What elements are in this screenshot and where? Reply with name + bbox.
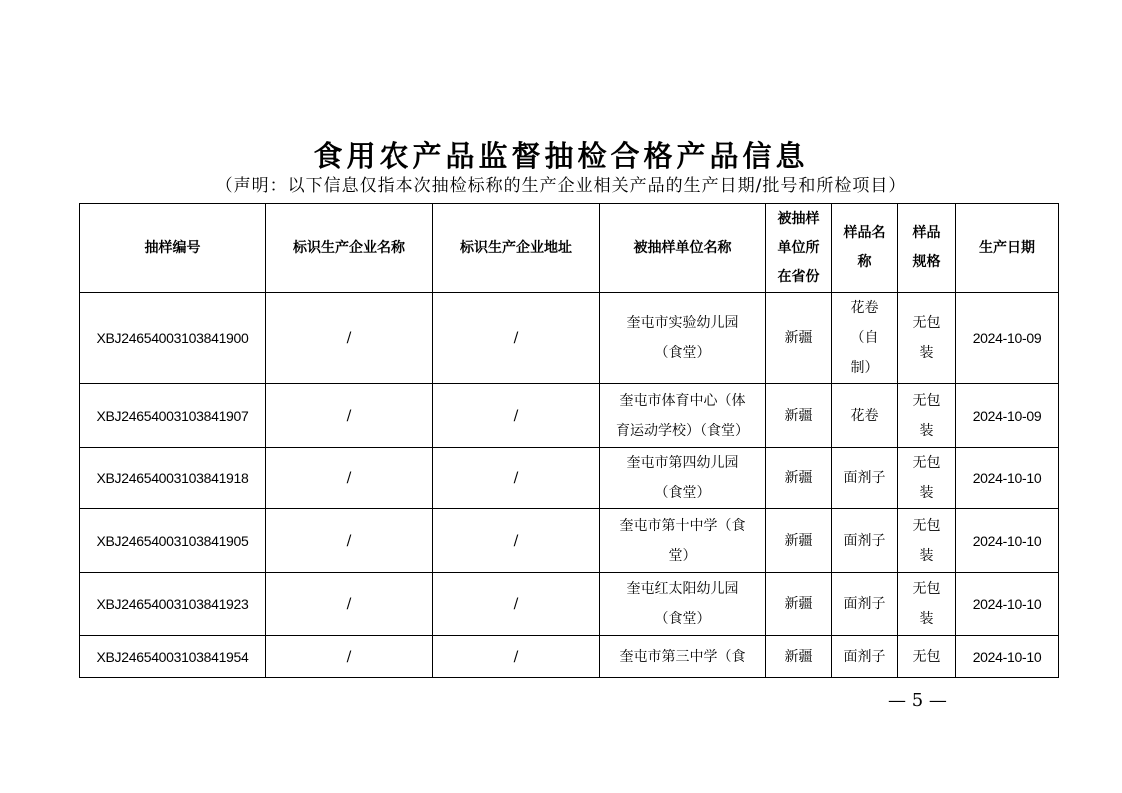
cell-province: 新疆: [766, 293, 832, 384]
cell-sampled-unit: 奎屯市体育中心（体 育运动学校）（食堂）: [600, 384, 766, 448]
cell-producer-name: /: [266, 509, 433, 573]
cell-spec: 无包 装: [898, 293, 956, 384]
table-body: [80, 293, 1059, 678]
cell-spec: 无包 装: [898, 448, 956, 509]
cell-sample-code: XBJ24654003103841907: [80, 384, 266, 448]
header-sample-code: 抽样编号: [80, 204, 266, 293]
cell-sampled-unit: 奎屯红太阳幼儿园 （食堂）: [600, 573, 766, 636]
cell-sample-name: 面剂子: [832, 509, 898, 573]
cell-sampled-unit: 奎屯市实验幼儿园 （食堂）: [600, 293, 766, 384]
cell-sample-name: 花卷: [832, 384, 898, 448]
cell-production-date: 2024-10-10: [956, 636, 1059, 678]
cell-province: 新疆: [766, 573, 832, 636]
cell-producer-name: /: [266, 636, 433, 678]
cell-sampled-unit: 奎屯市第十中学（食 堂）: [600, 509, 766, 573]
cell-province: 新疆: [766, 636, 832, 678]
document-title: 食用农产品监督抽检合格产品信息: [313, 139, 809, 173]
document-subtitle: （声明：以下信息仅指本次抽检标称的生产企业相关产品的生产日期/批号和所检项目）: [215, 176, 907, 196]
cell-sample-name: 花卷 （自 制）: [832, 293, 898, 384]
table-row: [80, 573, 1059, 636]
header-producer-name: 标识生产企业名称: [266, 204, 433, 293]
table-row: [80, 636, 1059, 678]
cell-sample-name: 面剂子: [832, 573, 898, 636]
cell-spec: 无包: [898, 636, 956, 678]
cell-producer-address: /: [433, 636, 600, 678]
cell-sample-code: XBJ24654003103841900: [80, 293, 266, 384]
cell-producer-address: /: [433, 509, 600, 573]
cell-producer-name: /: [266, 448, 433, 509]
cell-producer-address: /: [433, 448, 600, 509]
cell-production-date: 2024-10-10: [956, 509, 1059, 573]
cell-producer-address: /: [433, 293, 600, 384]
cell-sample-code: XBJ24654003103841923: [80, 573, 266, 636]
cell-sample-code: XBJ24654003103841905: [80, 509, 266, 573]
table-row: [80, 448, 1059, 509]
header-production-date: 生产日期: [956, 204, 1059, 293]
header-spec: 样品 规格: [898, 204, 956, 293]
inspection-table: [79, 203, 1059, 678]
cell-spec: 无包 装: [898, 509, 956, 573]
cell-sample-code: XBJ24654003103841918: [80, 448, 266, 509]
cell-province: 新疆: [766, 448, 832, 509]
cell-sample-name: 面剂子: [832, 448, 898, 509]
cell-sampled-unit: 奎屯市第四幼儿园 （食堂）: [600, 448, 766, 509]
cell-sample-name: 面剂子: [832, 636, 898, 678]
cell-spec: 无包 装: [898, 384, 956, 448]
cell-sample-code: XBJ24654003103841954: [80, 636, 266, 678]
header-producer-address: 标识生产企业地址: [433, 204, 600, 293]
page-number: — 5 —: [888, 690, 947, 711]
cell-producer-address: /: [433, 573, 600, 636]
table-row: [80, 509, 1059, 573]
cell-production-date: 2024-10-09: [956, 293, 1059, 384]
cell-province: 新疆: [766, 509, 832, 573]
header-province: 被抽样 单位所 在省份: [766, 204, 832, 293]
cell-production-date: 2024-10-10: [956, 448, 1059, 509]
cell-producer-name: /: [266, 293, 433, 384]
cell-province: 新疆: [766, 384, 832, 448]
cell-spec: 无包 装: [898, 573, 956, 636]
table-row: [80, 293, 1059, 384]
cell-producer-address: /: [433, 384, 600, 448]
header-sampled-unit: 被抽样单位名称: [600, 204, 766, 293]
cell-production-date: 2024-10-10: [956, 573, 1059, 636]
header-sample-name: 样品名 称: [832, 204, 898, 293]
table-row: [80, 384, 1059, 448]
cell-producer-name: /: [266, 573, 433, 636]
cell-production-date: 2024-10-09: [956, 384, 1059, 448]
table-header-row: [80, 204, 1059, 293]
cell-sampled-unit: 奎屯市第三中学（食: [600, 636, 766, 678]
cell-producer-name: /: [266, 384, 433, 448]
